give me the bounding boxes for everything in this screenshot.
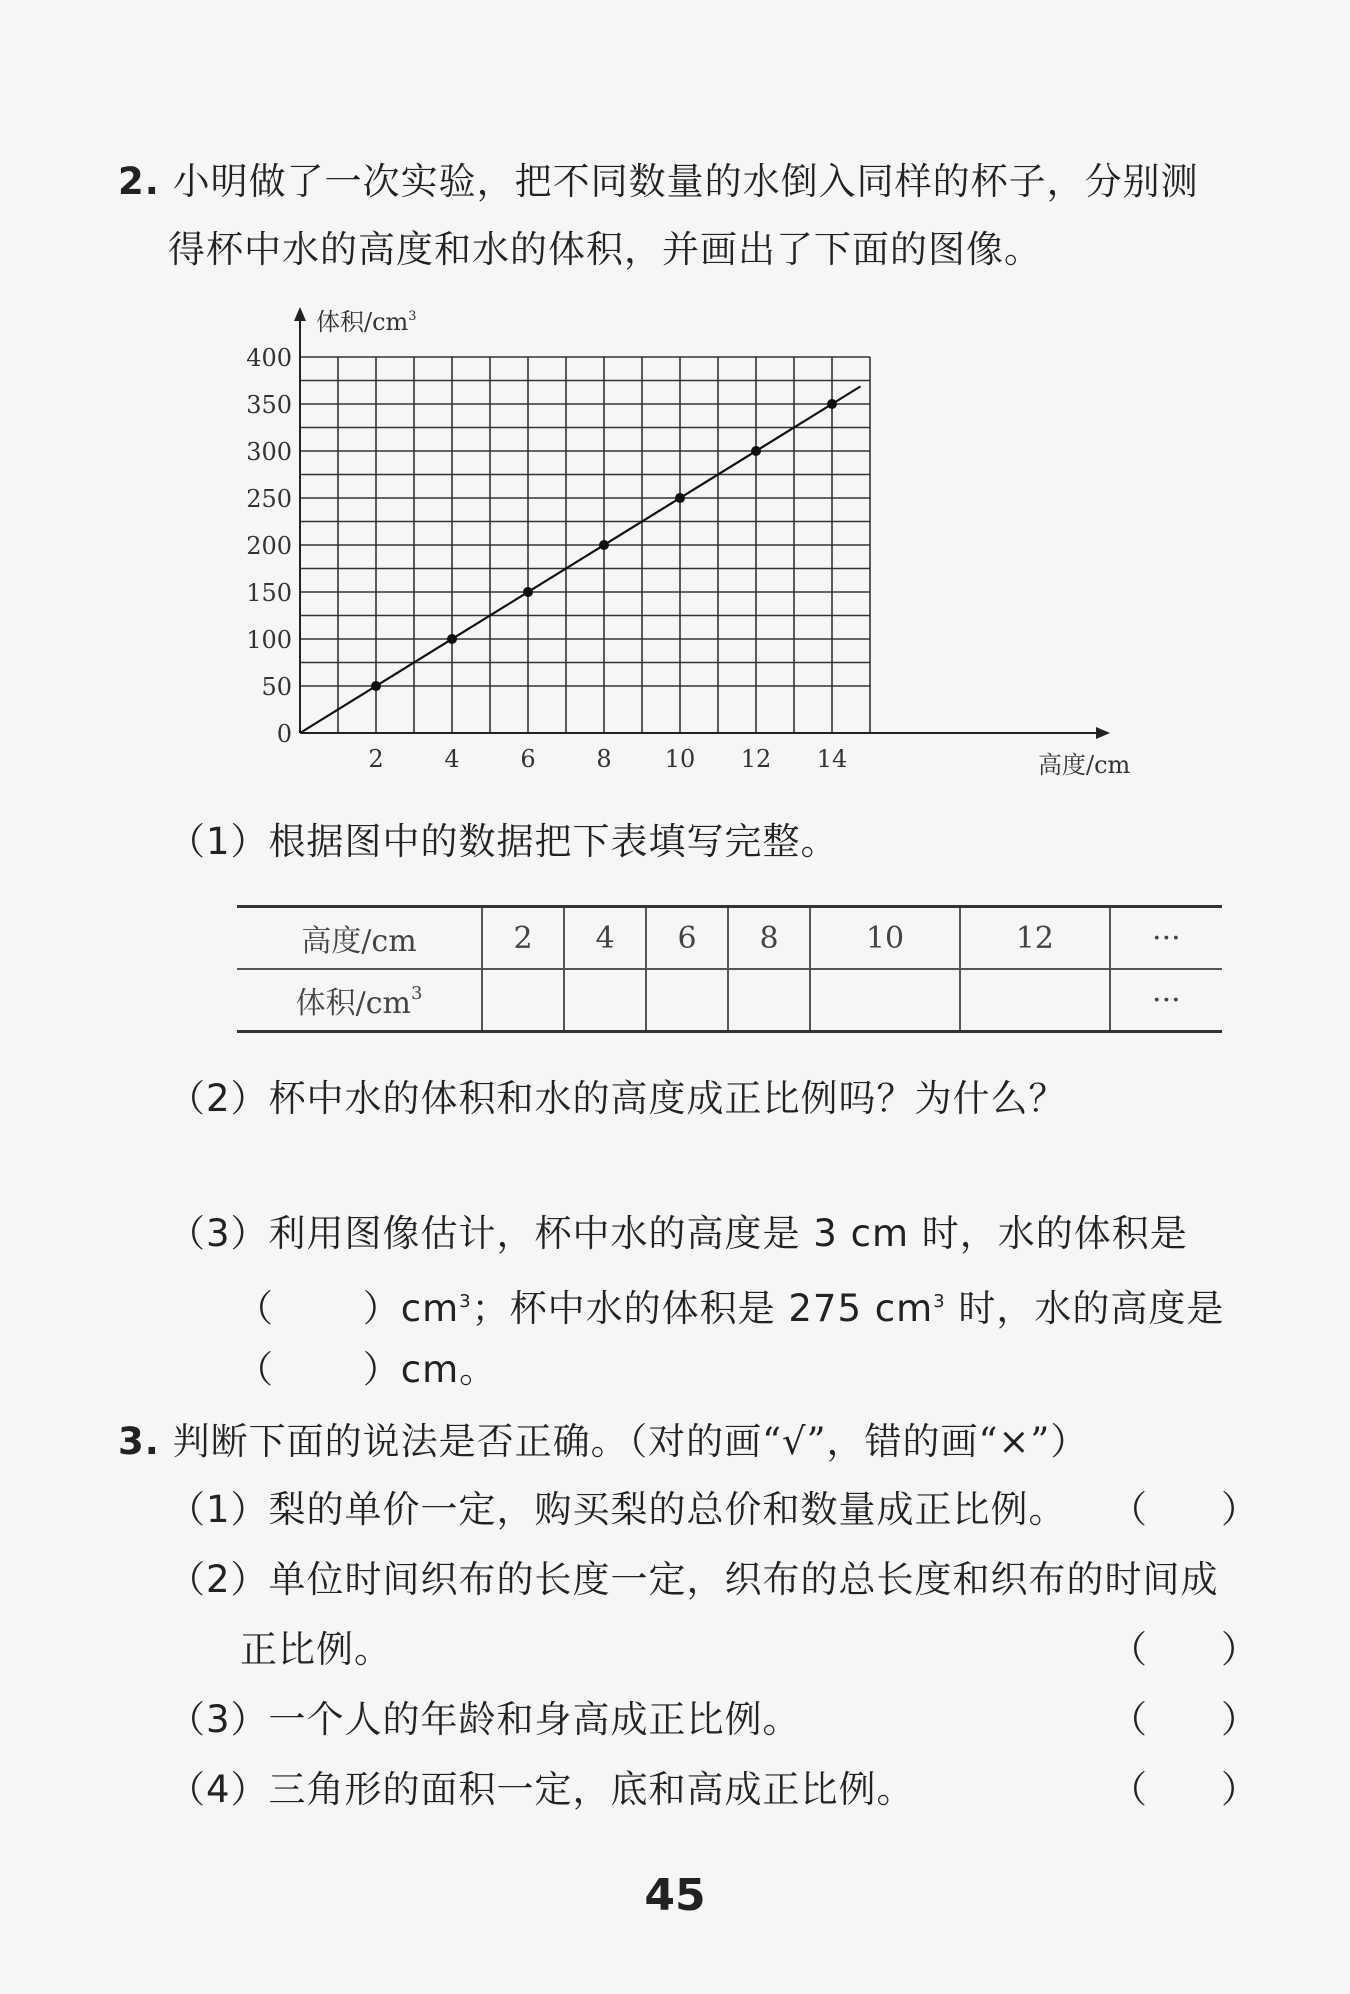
data-point (447, 634, 457, 644)
q2-number: 2. (118, 160, 160, 203)
ellipsis-cell: ··· (1110, 907, 1222, 970)
q3-item-2-cont: 正比例。 (240, 1628, 392, 1671)
x-tick-label: 14 (816, 745, 848, 773)
series-line (300, 386, 861, 733)
data-point (371, 681, 381, 691)
fill-in-table (237, 905, 1222, 1033)
answer-paren[interactable]: （ ） (1110, 1768, 1258, 1811)
volume-blank-cell[interactable] (728, 969, 810, 1032)
y-tick-label: 100 (246, 626, 292, 654)
y-tick-label: 50 (261, 673, 292, 701)
x-tick-label: 8 (596, 745, 612, 773)
volume-blank-cell[interactable] (482, 969, 564, 1032)
y-axis-arrow-icon (294, 307, 306, 321)
volume-header: 体积$/cm^3$ (237, 969, 482, 1032)
q3-number: 3. (118, 1420, 160, 1463)
q2-part3-line2: （ ）$cm^3$；杯中水的体积是 275 $cm^3$ 时，水的高度是 (236, 1287, 1225, 1330)
height-header: 高度/cm (237, 907, 482, 970)
data-point (599, 540, 609, 550)
q3-intro: 判断下面的说法是否正确。（对的画“√”，错的画“×”） (172, 1420, 1089, 1463)
chart-grid (300, 357, 870, 733)
x-tick-label: 12 (740, 745, 772, 773)
q3-intro-line (118, 1418, 1088, 1466)
x-tick-label: 10 (664, 745, 696, 773)
y-tick-label: 250 (246, 485, 292, 513)
answer-paren[interactable]: （ ） (1110, 1488, 1258, 1531)
q3-item-3: （3）一个人的年龄和身高成正比例。 (168, 1698, 801, 1741)
y-tick-label: 300 (246, 438, 292, 466)
x-tick-labels (368, 745, 847, 773)
ellipsis-cell: ··· (1110, 969, 1222, 1032)
volume-blank-cell[interactable] (564, 969, 646, 1032)
x-axis-arrow-icon (1096, 727, 1110, 739)
q3-item-4: （4）三角形的面积一定，底和高成正比例。 (168, 1768, 915, 1811)
answer-paren[interactable]: （ ） (1110, 1628, 1258, 1671)
volume-height-chart (230, 295, 1150, 795)
volume-height-line (300, 386, 861, 733)
height-row (237, 907, 1222, 970)
height-cell: 12 (960, 907, 1110, 970)
page-number: 45 (644, 1870, 706, 1921)
x-tick-label: 2 (368, 745, 384, 773)
y-axis-label: 体积$/cm^3$ (316, 308, 417, 336)
q3-item-1: （1）梨的单价一定，购买梨的总价和数量成正比例。 (168, 1488, 1067, 1531)
y-tick-label: 0 (276, 720, 292, 748)
y-tick-label: 400 (246, 344, 292, 372)
x-axis-label: 高度/cm (1038, 751, 1131, 779)
q3-item-2: （2）单位时间织布的长度一定，织布的总长度和织布的时间成 (168, 1558, 1219, 1601)
data-point (751, 446, 761, 456)
q2-part3-line1: （3）利用图像估计，杯中水的高度是 3 cm 时，水的体积是 (168, 1212, 1188, 1255)
data-point (675, 493, 685, 503)
data-point (523, 587, 533, 597)
y-tick-label: 150 (246, 579, 292, 607)
height-cell: 10 (810, 907, 960, 970)
q2-part1: （1）根据图中的数据把下表填写完整。 (168, 820, 839, 863)
data-point (827, 399, 837, 409)
volume-row (237, 969, 1222, 1032)
q2-text-line1: 小明做了一次实验，把不同数量的水倒入同样的杯子，分别测 (172, 160, 1199, 203)
height-cell: 8 (728, 907, 810, 970)
x-tick-label: 6 (520, 745, 536, 773)
q2-text-line2: 得杯中水的高度和水的体积，并画出了下面的图像。 (168, 228, 1042, 271)
y-tick-label: 350 (246, 391, 292, 419)
q2-part3-line3: （ ）cm。 (236, 1348, 498, 1391)
height-cell: 2 (482, 907, 564, 970)
x-tick-label: 4 (444, 745, 460, 773)
chart-axes (294, 307, 1110, 739)
volume-blank-cell[interactable] (646, 969, 728, 1032)
y-tick-label: 200 (246, 532, 292, 560)
answer-paren[interactable]: （ ） (1110, 1698, 1258, 1741)
height-cell: 6 (646, 907, 728, 970)
volume-blank-cell[interactable] (810, 969, 960, 1032)
height-cell: 4 (564, 907, 646, 970)
q2-part2: （2）杯中水的体积和水的高度成正比例吗？为什么？ (168, 1077, 1067, 1120)
y-tick-labels (246, 344, 292, 748)
volume-blank-cell[interactable] (960, 969, 1110, 1032)
q2-line1 (118, 158, 1199, 206)
